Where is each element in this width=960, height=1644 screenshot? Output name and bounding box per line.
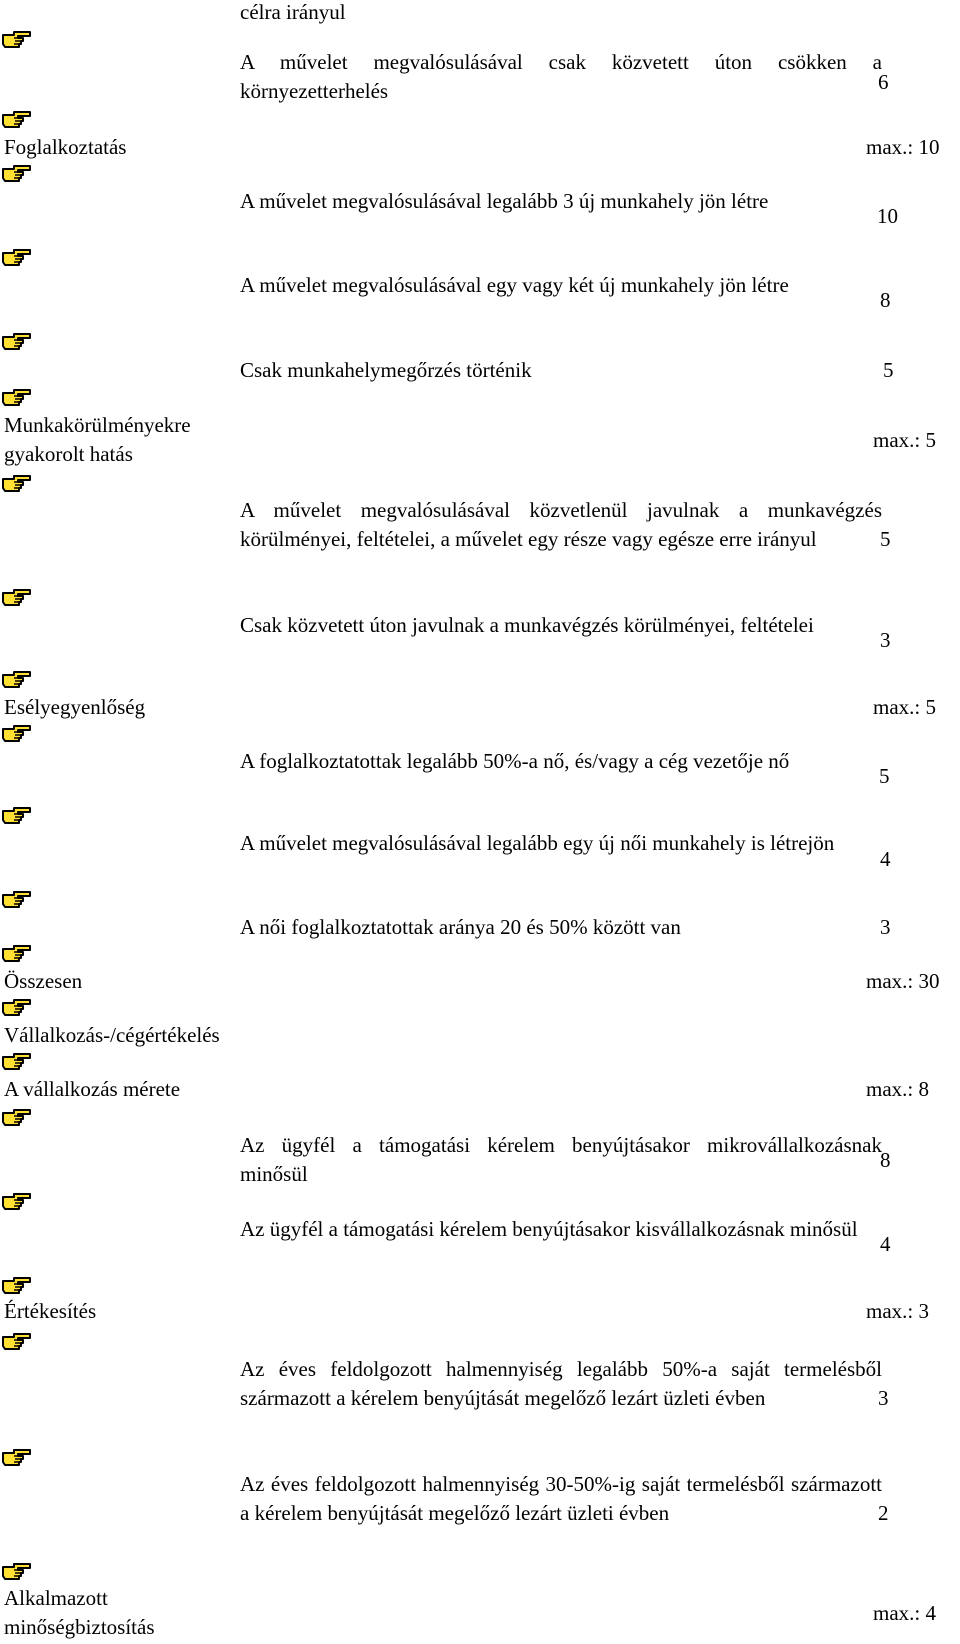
item-points: 8 — [880, 288, 891, 312]
pointing-hand-icon — [1, 1190, 33, 1212]
pointing-hand-icon — [1, 162, 33, 184]
section-max: max.: 3 — [866, 1299, 929, 1323]
item-text: A művelet megvalósulásával legalább 3 új munkahely jön létre — [240, 189, 769, 213]
item-points: 3 — [880, 915, 891, 939]
item-points: 8 — [880, 1148, 891, 1172]
item-points: 4 — [880, 847, 891, 871]
pointing-hand-icon — [1, 668, 33, 690]
section-label: Értékesítés — [4, 1299, 97, 1323]
section-max: max.: 10 — [866, 135, 940, 159]
section-max: max.: 5 — [873, 695, 936, 719]
item-text: A női foglalkoztatottak aránya 20 és 50% között van — [240, 915, 681, 939]
section-label: A vállalkozás mérete — [4, 1077, 181, 1101]
pointing-hand-icon — [1, 472, 33, 494]
pointing-hand-icon — [1, 28, 33, 50]
section-label: Alkalmazott minőségbiztosítás — [4, 1586, 155, 1639]
item-points: 5 — [880, 527, 891, 551]
pointing-hand-icon — [1, 246, 33, 268]
item-text: célra irányul — [240, 0, 346, 24]
item-text: Csak munkahelymegőrzés történik — [240, 358, 532, 382]
item-text: A művelet megvalósulásával egy vagy két új munkahely jön létre — [240, 273, 789, 297]
pointing-hand-icon — [1, 1106, 33, 1128]
item-points: 10 — [877, 204, 898, 228]
pointing-hand-icon — [1, 108, 33, 130]
item-points: 6 — [878, 70, 889, 94]
item-text: A művelet megvalósulásával legalább egy új női munkahely is létrejön — [240, 831, 835, 855]
pointing-hand-icon — [1, 888, 33, 910]
pointing-hand-icon — [1, 1560, 33, 1582]
item-text: Az éves feldolgozott halmennyiség legalább 50%-a saját termelésből származott a kérelem benyújtását megelőző lezárt üzleti évben — [240, 1357, 882, 1410]
pointing-hand-icon — [1, 386, 33, 408]
section-label: Vállalkozás-/cégértékelés — [4, 1023, 220, 1047]
pointing-hand-icon — [1, 586, 33, 608]
item-points: 3 — [878, 1386, 889, 1410]
section-max: max.: 4 — [873, 1601, 936, 1625]
section-max: max.: 5 — [873, 428, 936, 452]
item-points: 4 — [880, 1232, 891, 1256]
item-points: 5 — [879, 764, 890, 788]
section-max: max.: 8 — [866, 1077, 929, 1101]
section-label: Foglalkoztatás — [4, 135, 127, 159]
item-text: Csak közvetett úton javulnak a munkavégzés körülményei, feltételei — [240, 613, 814, 637]
section-label: Összesen — [4, 969, 83, 993]
item-text: Az éves feldolgozott halmennyiség 30-50%-ig saját termelésből származott a kérelem benyújtását megelőző lezárt üzleti évben — [240, 1472, 882, 1525]
section-label: Munkakörülményekre gyakorolt hatás — [4, 413, 191, 466]
item-points: 3 — [880, 628, 891, 652]
pointing-hand-icon — [1, 722, 33, 744]
item-text: Az ügyfél a támogatási kérelem benyújtásakor mikrovállalkozásnak minősül — [240, 1133, 882, 1186]
pointing-hand-icon — [1, 1050, 33, 1072]
pointing-hand-icon — [1, 1274, 33, 1296]
pointing-hand-icon — [1, 330, 33, 352]
item-text: A művelet megvalósulásával csak közvetett úton csökken a környezetterhelés — [240, 50, 882, 103]
section-max: max.: 30 — [866, 969, 940, 993]
pointing-hand-icon — [1, 1330, 33, 1352]
pointing-hand-icon — [1, 1446, 33, 1468]
item-points: 5 — [883, 358, 894, 382]
pointing-hand-icon — [1, 996, 33, 1018]
pointing-hand-icon — [1, 942, 33, 964]
item-text: Az ügyfél a támogatási kérelem benyújtásakor kisvállalkozásnak minősül — [240, 1217, 858, 1241]
section-label: Esélyegyenlőség — [4, 695, 146, 719]
pointing-hand-icon — [1, 804, 33, 826]
item-points: 2 — [878, 1501, 889, 1525]
item-text: A foglalkoztatottak legalább 50%-a nő, és/vagy a cég vezetője nő — [240, 749, 790, 773]
item-text: A művelet megvalósulásával közvetlenül javulnak a munkavégzés körülményei, feltételei, a művelet egy része vagy egésze erre irányul — [240, 498, 882, 551]
